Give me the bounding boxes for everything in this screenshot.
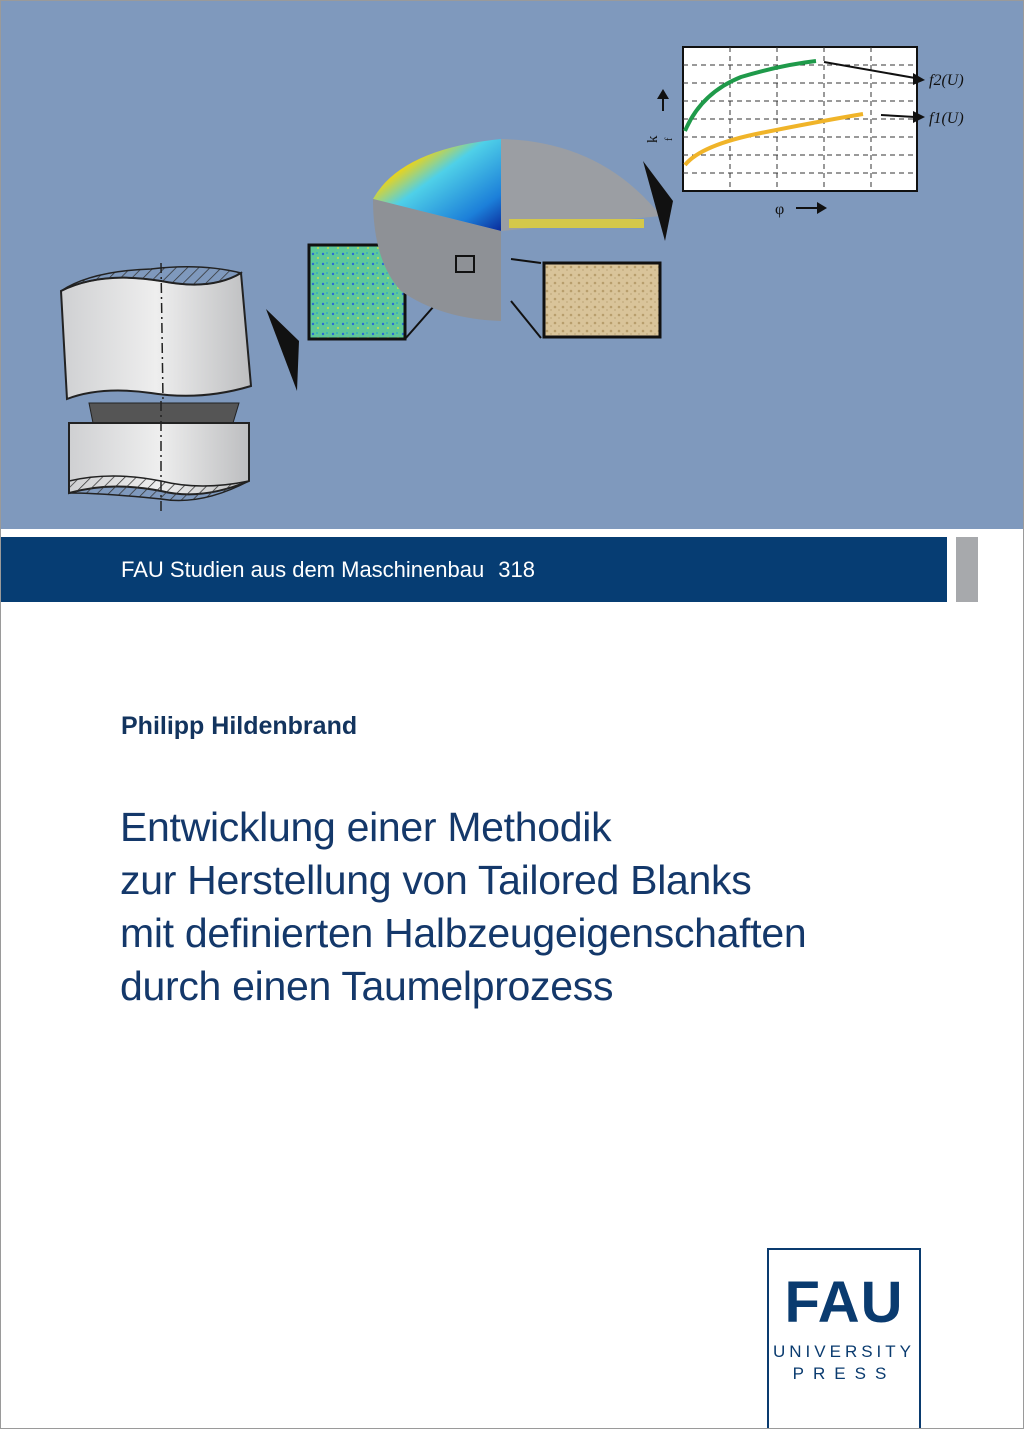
title-line: zur Herstellung von Tailored Blanks [120,857,752,903]
title-line: durch einen Taumelprozess [120,963,614,1009]
x-axis-label: φ [775,201,785,218]
logo-wordmark: FAU [784,1270,904,1335]
author-name: Philipp Hildenbrand [121,712,358,740]
process-arrow-1 [266,309,299,391]
series-banner [1,537,947,602]
book-title [120,801,806,1013]
title-line: Entwicklung einer Methodik [120,804,612,850]
fau-university-press-logo [767,1248,921,1429]
curve-label-f1: f1(U) [929,110,964,127]
flow-curve-chart [657,47,925,214]
surface-texture-inset [544,263,660,337]
process-illustration-svg [1,1,1023,529]
cover-illustration [1,1,1023,529]
y-axis-subscript: f [664,137,675,141]
series-title [121,537,549,602]
logo-line-university: UNIVERSITY [772,1342,916,1361]
title-line: mit definierten Halbzeugeigenschaften [120,910,807,956]
logo-line-press: PRESS [792,1364,896,1383]
upper-die [61,263,251,401]
series-name: FAU Studien aus dem Maschinenbau [121,557,485,582]
series-accent-tab [956,537,978,602]
workpiece [89,403,239,423]
y-axis-label: k [645,135,661,143]
curve-label-f2: f2(U) [929,72,964,89]
series-number: 318 [498,557,535,582]
